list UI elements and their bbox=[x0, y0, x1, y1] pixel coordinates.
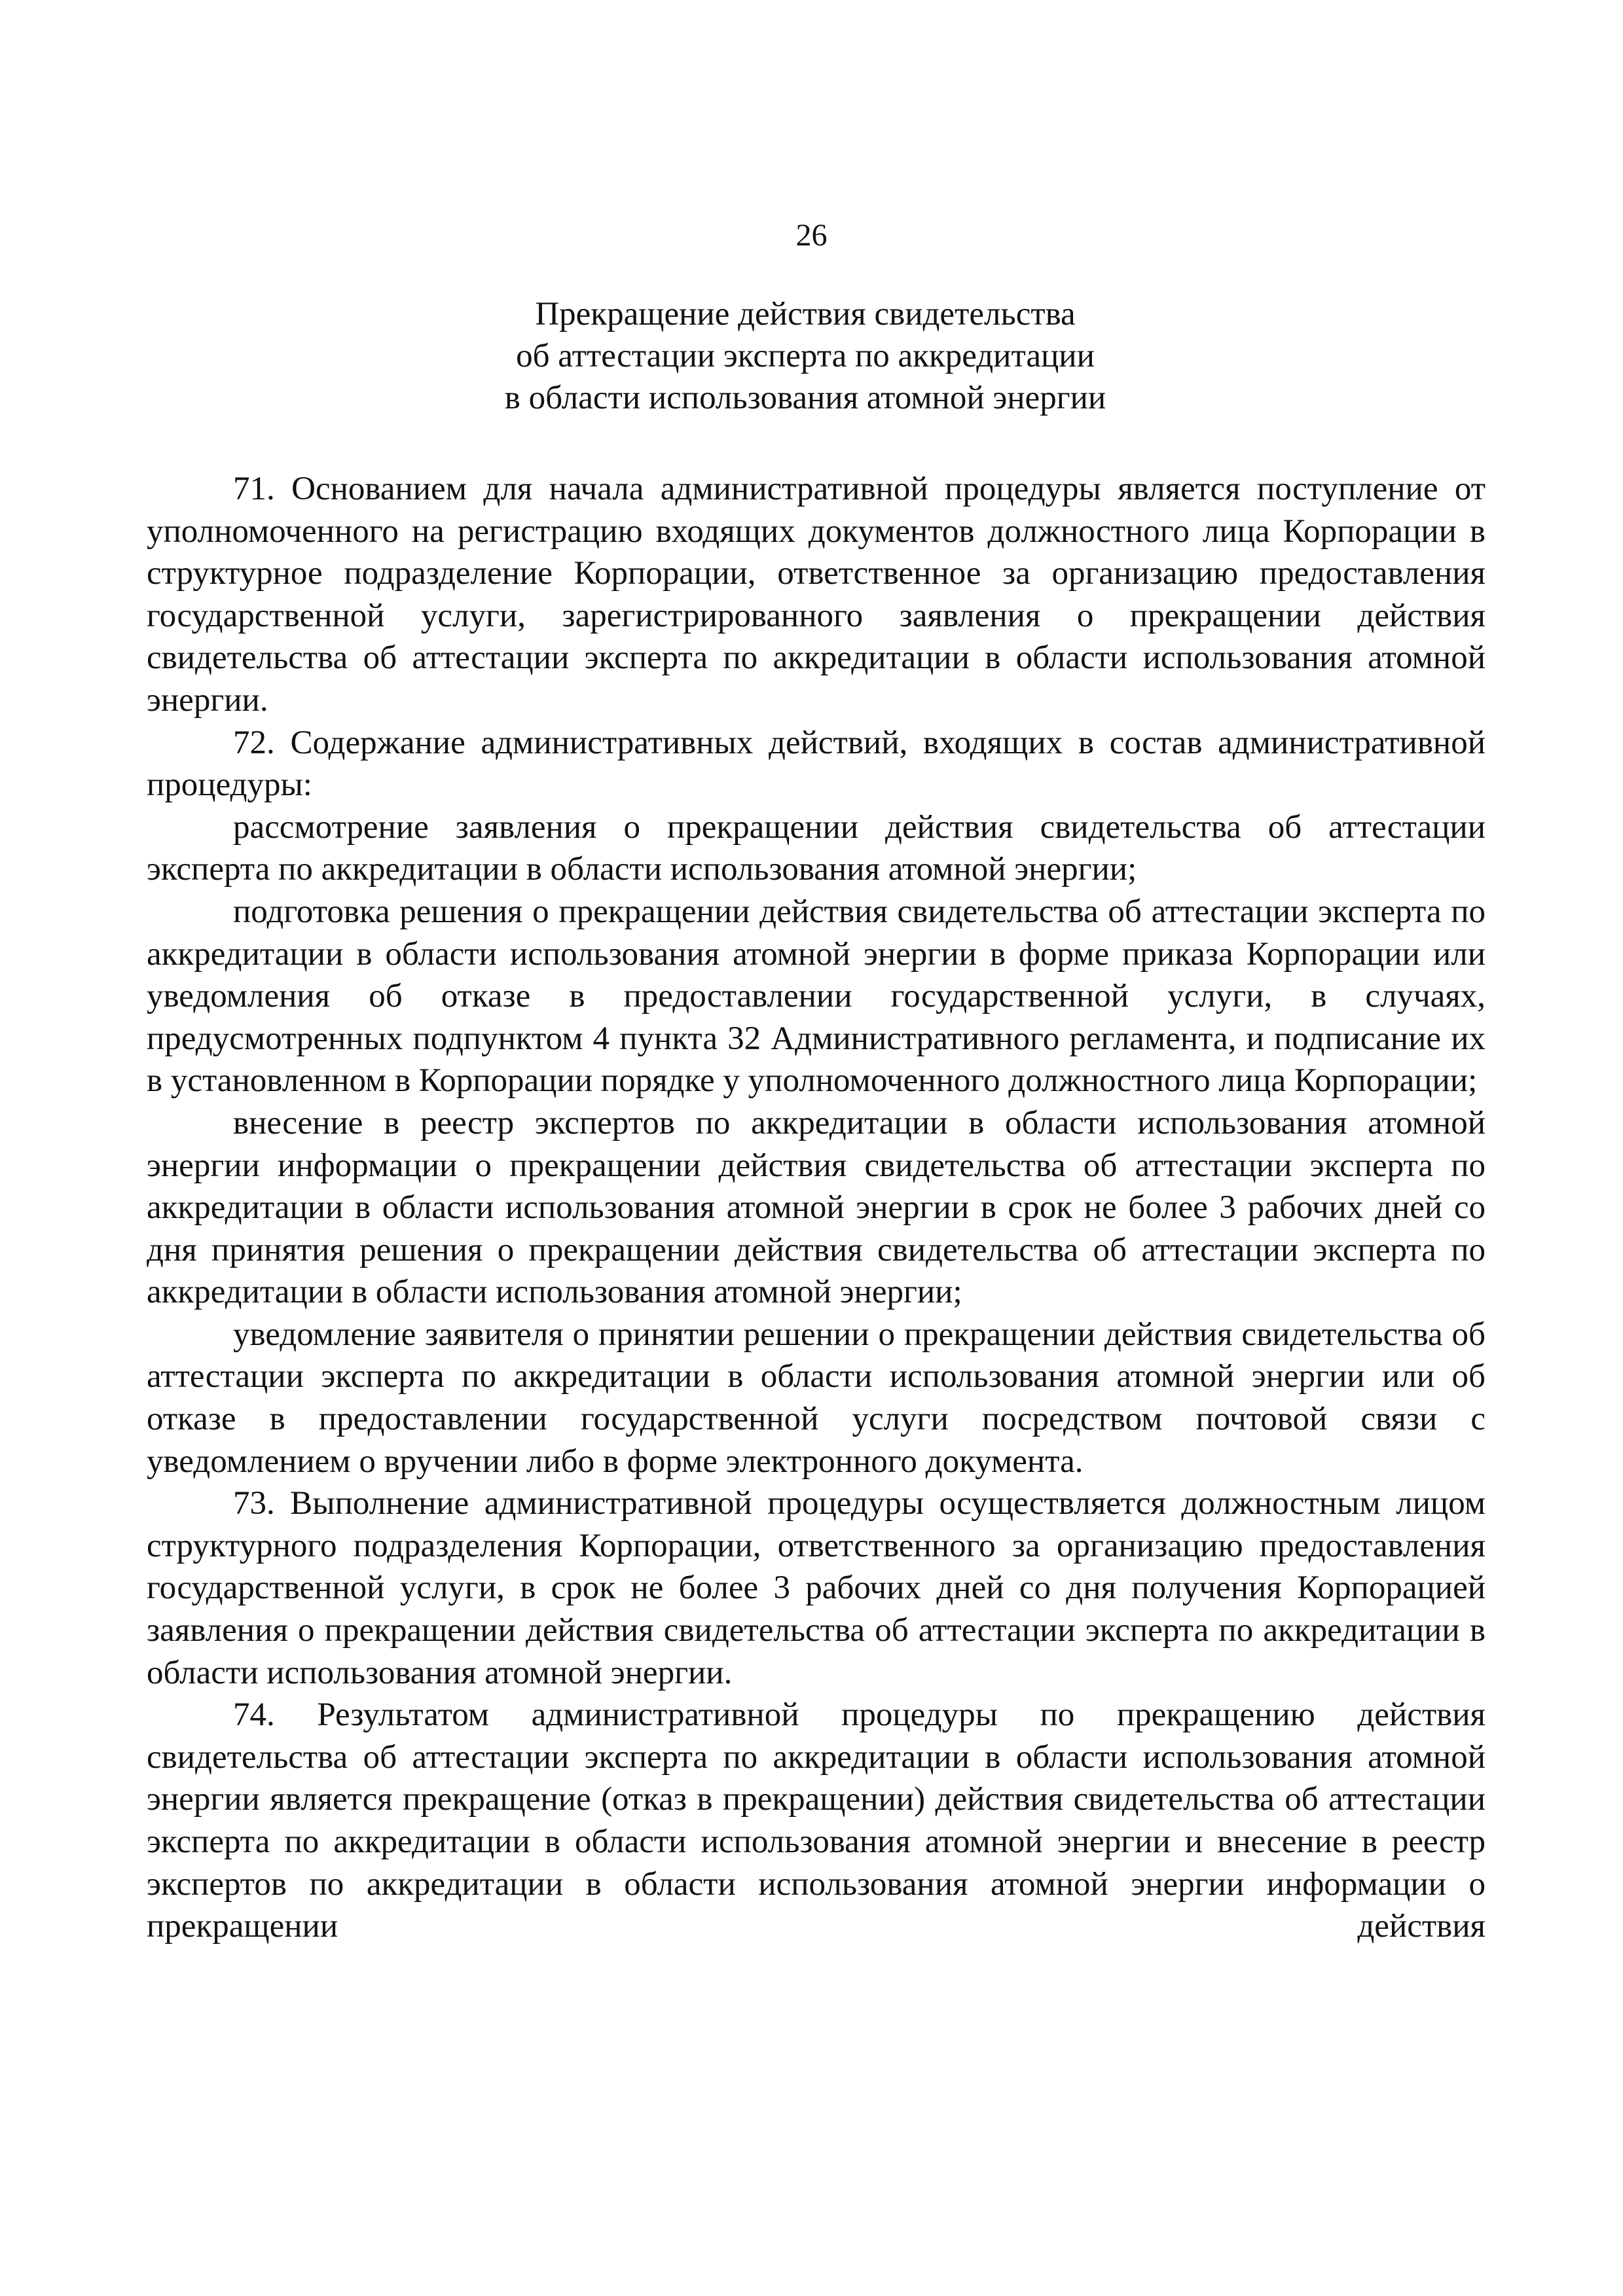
list-item: подготовка решения о прекращении действия свидетельства об аттестации эксперта по аккредитации в области использования атомной энергии в форме приказа Корпорации или уведомления об отказе в предоставлении государственной услуги, в случаях, предусмотренных подпунктом 4 пункта 32 Административного регламента, и подписание их в установленном в Корпорации порядке у уполномоченного должностного лица Корпорации; bbox=[147, 893, 1486, 1100]
heading-line: об аттестации эксперта по аккредитации bbox=[516, 338, 1095, 374]
page-number: 26 bbox=[795, 218, 828, 253]
list-item: рассмотрение заявления о прекращении действия свидетельства об аттестации эксперта по аккредитации в области использования атомной энергии; bbox=[147, 808, 1486, 888]
heading-line: Прекращение действия свидетельства bbox=[535, 296, 1076, 332]
paragraph-71: 71. Основанием для начала административной процедуры является поступление от уполномоченного на регистрацию входящих документов должностного лица Корпорации в структурное подразделение Корпорации, ответственное за организацию предоставления государственной услуги, зарегистрированного заявления о прекращении действия свидетельства об аттестации эксперта по аккредитации в области использования атомной энергии. bbox=[147, 471, 1486, 719]
list-item: уведомление заявителя о принятии решении о прекращении действия свидетельства об аттестации эксперта по аккредитации в области использования атомной энергии или об отказе в предоставлении государственной услуги посредством почтовой связи с уведомлением о вручении либо в форме электронного документа. bbox=[147, 1316, 1486, 1480]
heading-line: в области использования атомной энергии bbox=[504, 380, 1106, 416]
paragraph-73: 73. Выполнение административной процедуры осуществляется должностным лицом структурного подразделения Корпорации, ответственного за организацию предоставления государственной услуги, в срок не более 3 рабочих дней со дня получения Корпорацией заявления о прекращении действия свидетельства об аттестации эксперта по аккредитации в области использования атомной энергии. bbox=[147, 1485, 1486, 1691]
section-heading bbox=[419, 293, 1192, 419]
document-body bbox=[147, 468, 1486, 1948]
paragraph-72: 72. Содержание административных действий, входящих в состав административной процедуры: bbox=[147, 724, 1486, 804]
paragraph-74: 74. Результатом административной процедуры по прекращению действия свидетельства об аттестации эксперта по аккредитации в области использования атомной энергии является прекращение (отказ в прекращении) действия свидетельства об аттестации эксперта по аккредитации в области использования атомной энергии и внесение в реестр экспертов по аккредитации в области использования атомной энергии информации о прекращении действия bbox=[147, 1696, 1486, 1945]
list-item: внесение в реестр экспертов по аккредитации в области использования атомной энергии информации о прекращении действия свидетельства об аттестации эксперта по аккредитации в области использования атомной энергии в срок не более 3 рабочих дней со дня принятия решения о прекращении действия свидетельства об аттестации эксперта по аккредитации в области использования атомной энергии; bbox=[147, 1104, 1486, 1311]
